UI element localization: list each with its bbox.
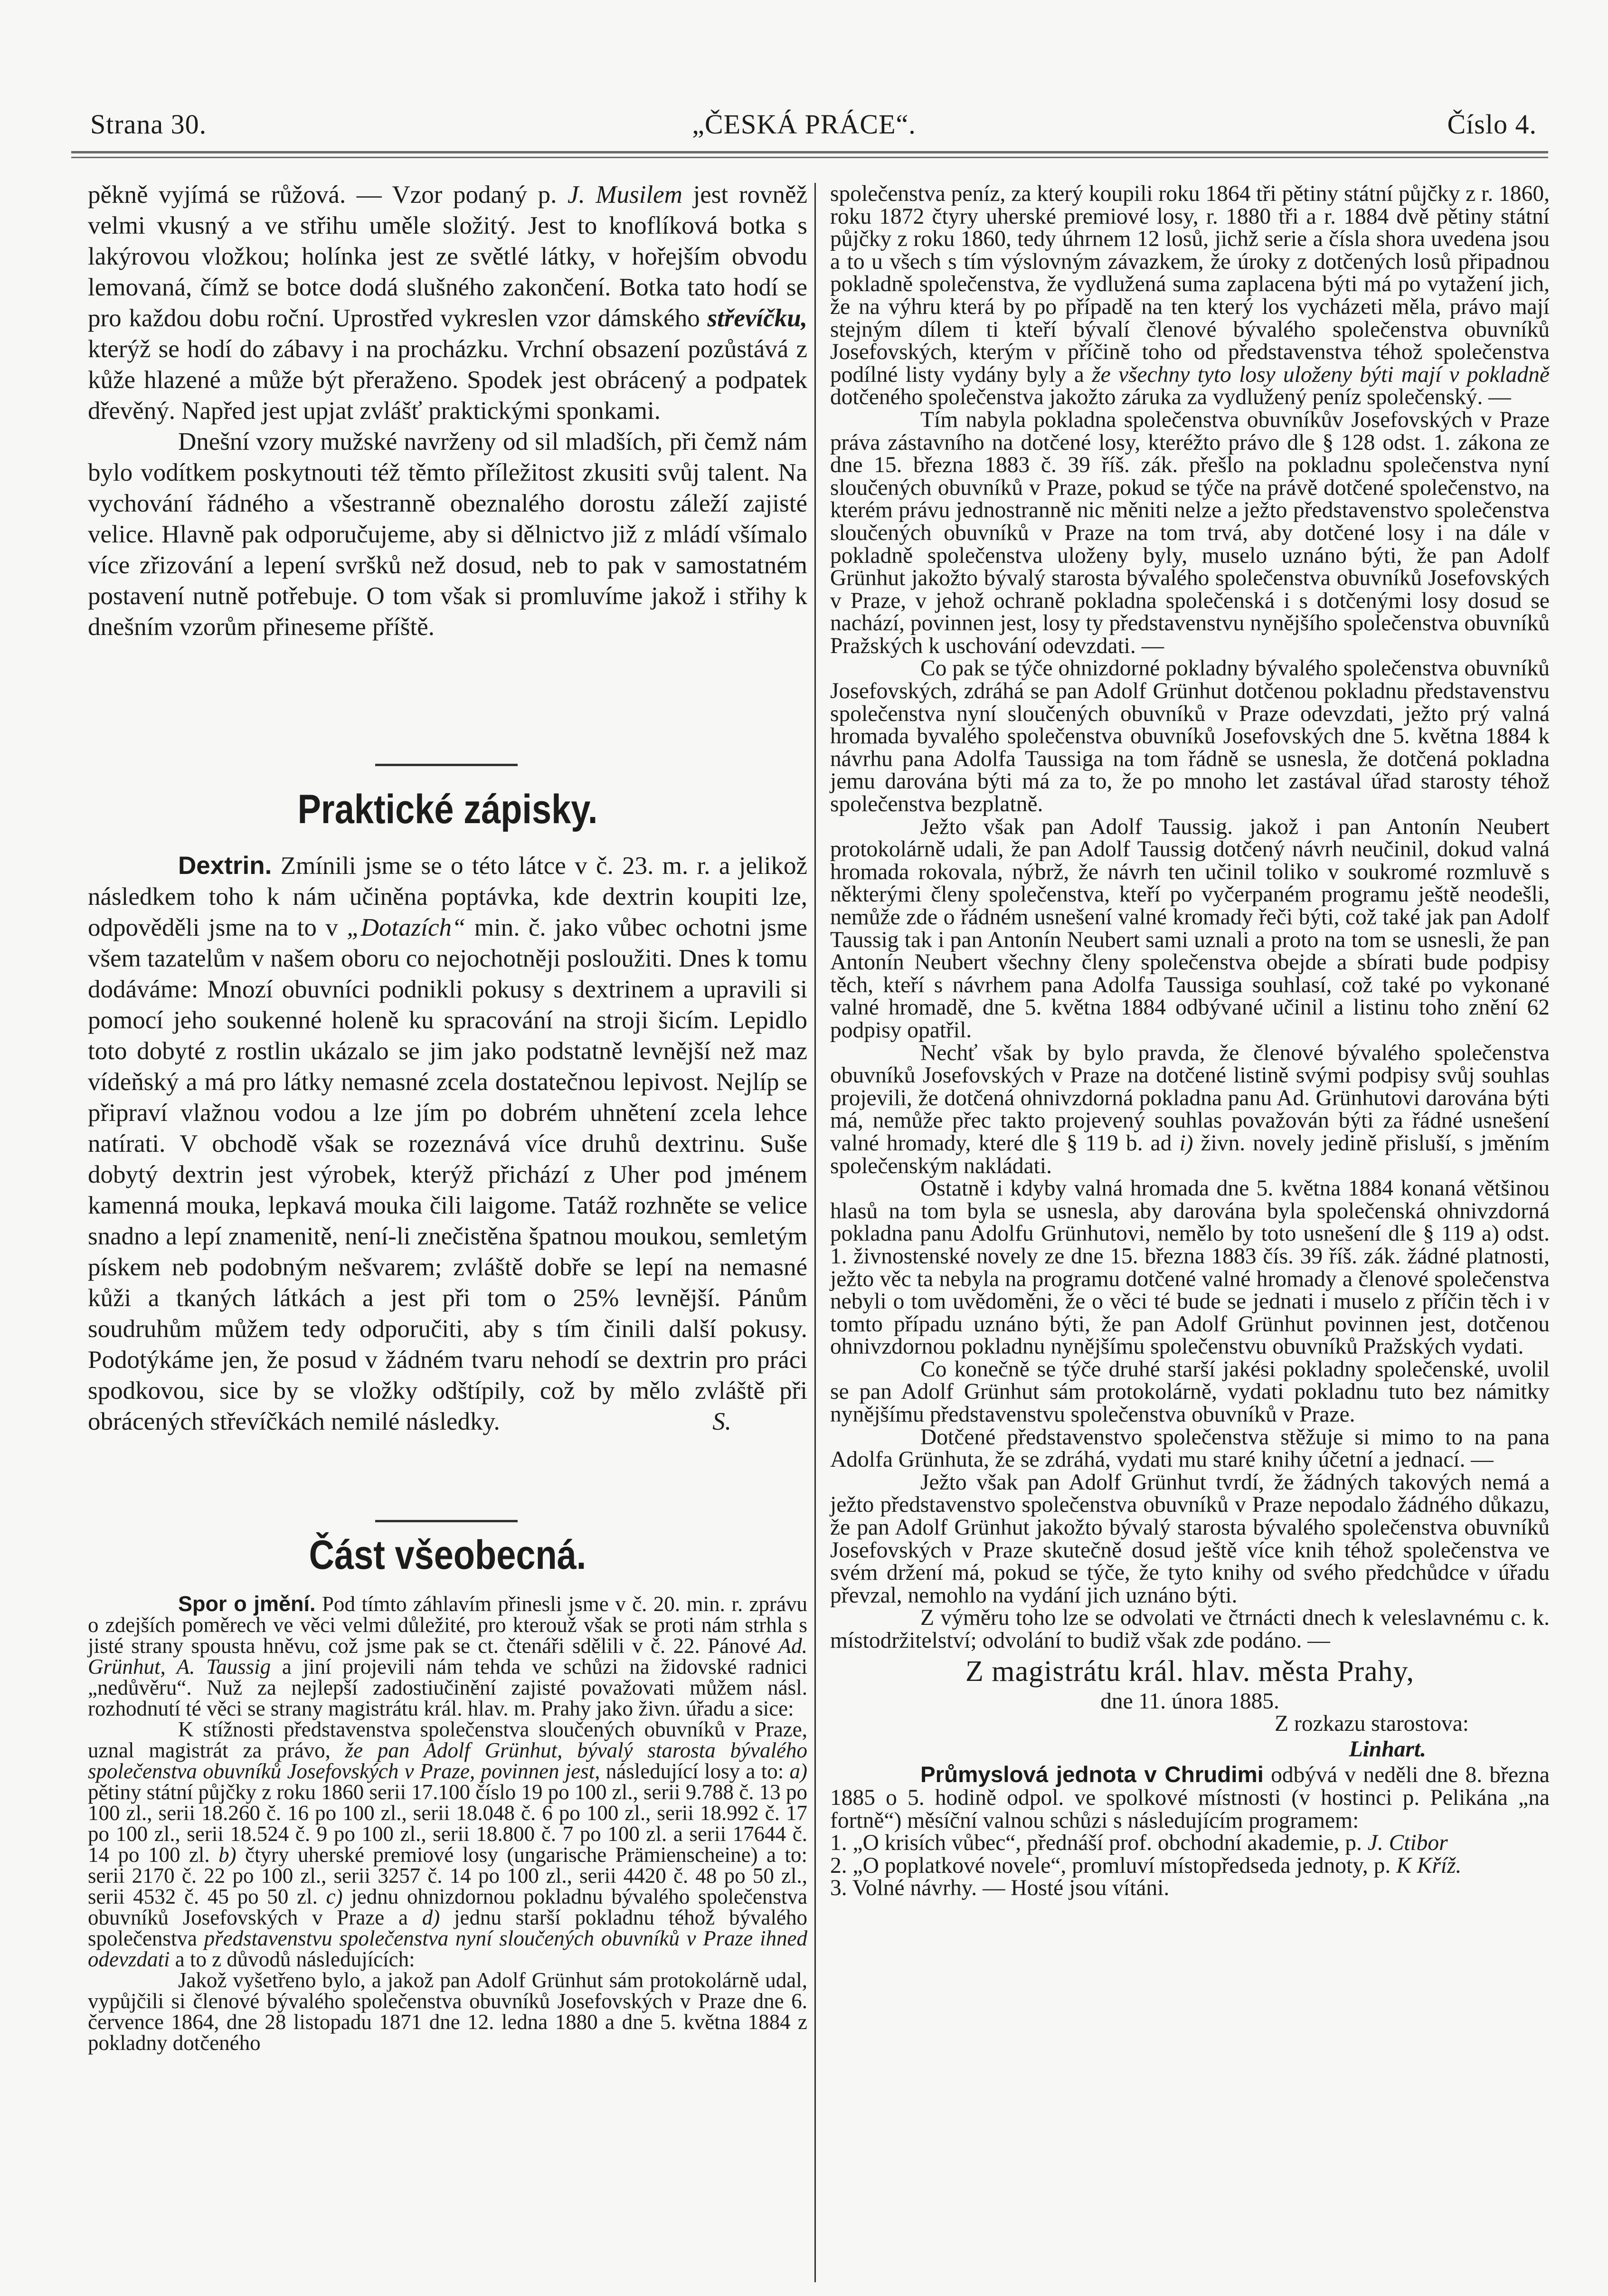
emphasis-text: b) — [218, 1843, 236, 1867]
emphasis-text: „Dotazích“ — [347, 914, 466, 941]
paragraph — [88, 180, 807, 427]
text-run: čtyry uherské premiové losy (ungarische Prämienscheine) a to: serii 2170 č. 22 po 100 zl., serii 3257 č. 14 po 100 zl., serii 4420 č. 48 po 50 zl., serii 4532 č. 45 po 50 zl. — [88, 1843, 807, 1908]
text-run: Tím nabyla pokladna společenstva obuvníkův Josefovských v Praze práva zástavního na dotčené losy, kteréžto právo dle § 128 odst. 1. zákona ze dne 15. března 1883 č. 39 říš. zák. přešlo na pokladnu společenstva nyní sloučených obuvníků v Praze, pokud se týče na právě dotčené společenstvo, na kterém právu jednostranně nic měniti nelze a ježto představenstvo společenstva sloučených obuvníků v Praze na tom trvá, aby dotčené losy i na dále v pokladně společenstva uloženy byly, muselo uznáno býti, že pan Adolf Grünhut jakožto bývalý starosta bývalého společenstva obuvníků Josefovských v Praze, v jehož ochraně pokladna společenská i s dotčenými losy dosud se nachází, povinnen jest, losy ty představenstvu nynějšího společenstva obuvníků Pražských k uschování odevzdati. — — [830, 407, 1550, 658]
notice-program-list — [830, 1832, 1550, 1900]
header-rule-thin — [71, 157, 1548, 158]
emphasis-text: K Kříž. — [1396, 1853, 1462, 1878]
paragraph — [830, 1358, 1550, 1426]
emphasis-text: že všechny tyto losy uloženy býti mají v pokladně — [1092, 362, 1550, 387]
program-item — [830, 1877, 1550, 1900]
text-run: Nechť však by bylo pravda, že členové bývalého společenstva obuvníků Josefovských v Praze na dotčené listině svými podpisy svůj souhlas projevili, že dotčená ohnivzdorná pokladna panu Ad. Grünhutovi darována býti má, nemůže přec takto projevený souhlas považován býti za řádné usnešení valné hromady, které dle § 119 b. ad — [830, 1040, 1550, 1156]
dextrin-body — [88, 850, 807, 1437]
text-run: Z výměru toho lze se odvolati ve čtrnácti dnech k veleslavnému c. k. místodržitelství; odvolání to budiž však zde podáno. — — [830, 1605, 1550, 1653]
dispute-body — [830, 183, 1550, 1652]
emphasis-text: c) — [326, 1885, 343, 1908]
paragraph — [830, 409, 1550, 658]
text-run: Ježto však pan Adolf Grünhut tvrdí, že žádných takových nemá a ježto představenstvo společenstva obuvníků v Praze nepodalo žádného důkazu, že pan Adolf Grünhut jakožto bývalý starosta bývalého společenstva obuvníků Josefovských v Praze skutečně dosud ještě více knih téhož společenstva ve svém držení má, pokud se týče, že tyto knihy od svého předchůdce v úřadu převzal, nemohlo na vydání jich uznáno býti. — [830, 1470, 1550, 1608]
text-run: Dotčené představenstvo společenstva stěžuje si mimo to na pana Adolfa Grünhuta, že se zdráhá, vydati mu staré knihy účetní a jednací. — — [830, 1424, 1550, 1472]
bold-lead-text: Dextrin. — [178, 852, 272, 880]
text-run: pětiny státní půjčky z roku 1860 serii 17.100 číslo 19 po 100 zl., serii 9.788 č. 13 po 100 zl., serii 18.260 č. 16 po 100 zl., serii 18.048 č. 6 po 100 zl., serii 18.992 č. 17 po 100 zl., serii 18.524 č. 9 po 100 zl., serii 18.800 č. 7 po 100 zl. a serii 17644 č. 14 po 100 zl. — [88, 1780, 807, 1867]
paragraph — [830, 183, 1550, 409]
section-heading-general: Část všeobecná. — [309, 1532, 586, 1578]
paragraph — [830, 1764, 1550, 1832]
paragraph — [830, 1607, 1550, 1652]
emphasis-text: a) — [789, 1759, 808, 1783]
decision-date: dne 11. února 1885. — [1100, 1689, 1279, 1714]
signature-linhart: Linhart. — [1349, 1736, 1426, 1762]
text-run: 1. „O krisích vůbec“, přednáší prof. obchodní akademie, p. — [830, 1831, 1368, 1856]
emphasis-text: Ad. Grünhut, A. Taussig — [88, 1634, 807, 1679]
order-line: Z rozkazu starostova: — [1275, 1711, 1469, 1736]
text-run: jest rovněž velmi vkusný a ve střihu uměle složitý. Jest to knoflíková botka s lakýrovou vložkou; holínka jest ze světlé látky, v hořejším obvodu lemovaná, čímž se botce dodá slušného zakončení. Botka tato hodí se pro každou dobu roční. Uprostřed vykreslen vzor dámského — [88, 181, 807, 332]
paragraph — [830, 1177, 1550, 1358]
issue-number: Číslo 4. — [1447, 109, 1537, 140]
paragraph — [88, 1594, 807, 1719]
text-run: min. č. jako vůbec ochotni jsme všem tazatelům v našem oboru co nejochotněji posloužiti. Dnes k tomu dodáváme: Mnozí obuvníci podnikli pokusy s dextrinem a upravili si pomocí jeho soukenné holeně ku spracování na stroji šicím. Lepidlo toto dobyté z rostlin ukázalo se jim jako podstatně levnější než maz vídeňský a má pro látky nemasné zcela dostatečnou lepivost. Nejlíp se připraví vlažnou vodou a lze jím po dobrém uhnětení zcela lehce natírati. V obchodě však se rozeznává více druhů dextrinu. Suše dobytý dextrin jest výrobek, kterýž přichází z Uher pod jménem kamenná mouka, lepkavá mouka čili laigome. Tatáž rozhněte se velice snadno a lepí znamenitě, není-li znečistěna špatnou moukou, semletým pískem neb podobným nešvarem; zvláště dobře se lepí na nemasné kůži a tkaných látkách a jest při tom o 25% levnější. Pánům soudruhům můžem tedy odporučiti, aby s tím činili další pokusy. Podotýkáme jen, že posud v žádném tvaru nehodí se dextrin pro práci spodkovou, sice by se vložky odštípily, což by mělo zvláště při obrácených střevíčkách nemilé následky. — [88, 914, 807, 1435]
paragraph — [88, 1970, 807, 2053]
text-run: 2. „O poplatkové novele“, promluví místopředseda jednoty, p. — [830, 1853, 1397, 1878]
text-run: následující losy a to: — [600, 1759, 790, 1783]
section-rule — [375, 764, 518, 766]
paragraph — [88, 1719, 807, 1970]
paragraph — [88, 850, 807, 1437]
text-run: jednu starší pokladnu téhož bývalého společenstva — [88, 1906, 807, 1950]
bold-lead-text: Průmyslová jednota v Chrudimi — [920, 1762, 1264, 1788]
text-run: Jakož vyšetřeno bylo, a jakož pan Adolf Grünhut sám protokolárně udal, vypůjčili si členové bývalého společenstva obuvníků Josefovských v Praze dne 6. července 1864, dne 28 listopadu 1871 dne 12. ledna 1880 a dne 5. května 1884 z pokladny dotčeného — [88, 1968, 807, 2055]
text-run: dotčeného společenstva jakožto záruka za vydlužený peníz společenský. — — [830, 385, 1511, 410]
article-shoe-patterns — [88, 180, 807, 643]
emphasis-text: střevíčku, — [707, 304, 807, 332]
text-run: Dnešní vzory mužské navrženy od sil mladších, při čemž nám bylo vodítkem poskytnouti též těmto příležitost zkusiti svůj talent. Na vychování řádného a všestranně obeznalého dorostu záleží zajisté velice. Hlavně pak odporučujeme, aby si dělnictvo již z mládí všímalo více zřizování a lepení svršků než dosud, neb to pak v samostatném postavení nutně potřebuje. O tom však si promluvíme jakož i střihy k dnešním vzorům přineseme příště. — [88, 428, 807, 641]
paragraph — [830, 1426, 1550, 1471]
text-run: Co pak se týče ohnizdorné pokladny bývalého společenstva obuvníků Josefovských, zdráhá se pan Adolf Grünhut dotčenou pokladnu představenstvu společenstva nyní sloučených obuvníků v Praze odevzdati, ježto prý valná hromada byvalého společenstva obuvníků Josefovských dne 5. května 1884 k návrhu pana Adolfa Taussiga na tom řádně se usnesla, že dotčená pokladna jemu darována býti má za to, že po mnoho let zastával úřad starosty téhož společenstva bezplatně. — [830, 656, 1550, 817]
article-property-dispute-continued — [830, 183, 1550, 1900]
emphasis-text: J. Musilem — [568, 181, 682, 209]
column-divider — [814, 183, 816, 2282]
text-run: Ježto však pan Adolf Taussig. jakož i pan Antonín Neubert protokolárně udali, že pan Adolf Taussig dotčený návrh neučinil, dokud valná hromada rokovala, nýbrž, že návrh ten učinil toliko v soukromé rozmluvě s některými členy společenstva, kteří po vyčerpaném programu ještě neodešli, nemůže zde o řádném usnešení valné kromady řeči býti, což také jak pan Adolf Taussig tak i pan Antonín Neubert sami uznali a proto na tom se usnesli, že pan Antonín Neubert všechny členy společenstva obejde a sbírati bude podpisy těch, kteří s návrhem pana Adolfa Taussiga souhlasí, což také po vykonané valné hromadě, dne 5. května 1884 odbývané učinil a listinu toho znění 62 podpisy opatřil. — [830, 814, 1550, 1043]
text-run: Pod tímto záhlavím přinesli jsme v č. 20. min. r. zprávu o zdejších poměrech ve věci velmi důležité, pro kterouž však se proti nám strhla s jisté strany spousta hněvu, což jsme pak se ct. čtenáři sdělili v č. 22. Pánové — [88, 1592, 808, 1658]
magistrate-line: Z magistrátu král. hlav. města Prahy, — [965, 1655, 1414, 1688]
emphasis-text: J. Ctibor — [1367, 1831, 1448, 1856]
program-item — [830, 1855, 1550, 1878]
paragraph — [88, 427, 807, 643]
text-run: K stížnosti představenstva společenstva sloučených obuvníků v Praze, uznal magistrát za právo, — [88, 1717, 807, 1762]
text-run: a to z důvodů následujících: — [170, 1947, 415, 1971]
emphasis-text: d) — [422, 1906, 440, 1929]
article-property-dispute — [88, 1594, 807, 2053]
newspaper-title: „ČESKÁ PRÁCE“. — [692, 109, 916, 140]
bold-lead-text: Spor o jmění. — [178, 1592, 316, 1616]
text-run: Co konečně se týče druhé starší jakési pokladny společenské, uvolil se pan Adolf Grünhut sám protokolárně, vydati pokladnu tuto bez námitky nynějšímu představenstvu společenstva obuvníků v Praze. — [830, 1357, 1550, 1427]
paragraph — [830, 1042, 1550, 1178]
emphasis-text: představenstvu společenstva nyní sloučených obuvníků v Praze ihned odevzdati — [88, 1926, 808, 1971]
emphasis-text: že pan Adolf Grünhut, bývalý starosta bývalého společenstva obuvníků Josefovských v Praze, povinnen jest, — [88, 1738, 807, 1783]
program-item — [830, 1832, 1550, 1855]
section-heading-practical-notes: Praktické zápisky. — [297, 787, 598, 832]
paragraph — [830, 1471, 1550, 1607]
dextrin-signature: S. — [712, 1408, 731, 1435]
section-rule — [375, 1520, 518, 1522]
text-run: jednu ohnizdornou pokladnu bývalého společenstva obuvníků Josefovských v Praze a — [88, 1885, 807, 1929]
text-run: a jiní projevili nám tehda ve schůzi na židovské radnici „nedůvěru“. Nuž za nejlepší zadostiučinění zajisté považovati můžem násl. rozhodnutí té věci se strany magistrátu král. hlav. m. Prahy jako živn. úřadu a sice: — [88, 1655, 807, 1720]
page-number: Strana 30. — [90, 109, 207, 140]
article-dextrin — [88, 850, 807, 1437]
text-run: kterýž se hodí do zábavy i na procházku. Vrchní obsazení pozůstává z kůže hlazené a může být přeraženo. Spodek jest obrácený a podpatek dřevěný. Napřed jest upjat zvlášť praktickými sponkami. — [88, 335, 807, 425]
text-run: odbývá v neděli dne 8. března 1885 o 5. hodině odpol. ve spolkové místnosti (v hostinci p. Pelikána „na fortně“) měsíční valnou schůzi s následujícím programem: — [830, 1763, 1550, 1833]
paragraph — [830, 657, 1550, 816]
text-run: živn. novely jedině přisluší, s jměním společenským nakládati. — [830, 1130, 1550, 1178]
paragraph — [830, 816, 1550, 1042]
text-run: 3. Volné návrhy. — Hosté jsou vítáni. — [830, 1876, 1170, 1901]
header-rule — [71, 151, 1548, 153]
text-run: Zmínili jsme se o této látce v č. 23. m. r. a jelikož následkem toho k nám učiněna poptávka, kde dextrin koupiti lze, odpověděli jsme na to v — [88, 852, 807, 941]
notice-chrudim — [830, 1764, 1550, 1832]
text-run: Ostatně i kdyby valná hromada dne 5. května 1884 konaná většinou hlasů na tom byla se usnesla, aby darována byla společenská ohnivzdorná pokladna panu Adolfu Grünhutovi, nemělo by toto usnešení dle § 119 a) odst. 1. živnostenské novely ze dne 15. března 1883 čís. 39 říš. zák. žádné platnosti, ježto věc ta nebyla na programu dotčené valné hromady a členové společenstva nebyli o tom uvědoměni, že o věci té bude se jednati i muselo z příčin těch i v tomto případu uznáno býti, že pan Adolf Grünhut povinnen jest, dotčenou ohnivzdornou pokladnu nynějšímu společenstvu obuvníků Pražských vydati. — [830, 1176, 1550, 1359]
text-run: společenstva peníz, za který koupili roku 1864 tři pětiny státní půjčky z r. 1860, roku 1872 čtyry uherské premiové losy, r. 1880 tři a r. 1884 dvě pětiny státní půjčky z roku 1860, tedy úhrnem 12 losů, jichž serie a čísla shora uvedena jsou a to u všech s tím výslovným závazkem, že úroky z dotčených losů připadnou pokladně společenstva, že vydlužená suma zaplacena býti má po vytažení jich, že na výhru která by po případě na ten který los vycházeti měla, právo mají stejným dílem ti kteří bývalí členové bývalého společenstva obuvníků Josefovských, kterým v příčině toho od představenstva téhož společenstva podílné listy vydány byly a — [830, 181, 1550, 387]
emphasis-text: i) — [1179, 1130, 1193, 1156]
text-run: pěkně vyjímá se růžová. — Vzor podaný p. — [88, 181, 568, 209]
